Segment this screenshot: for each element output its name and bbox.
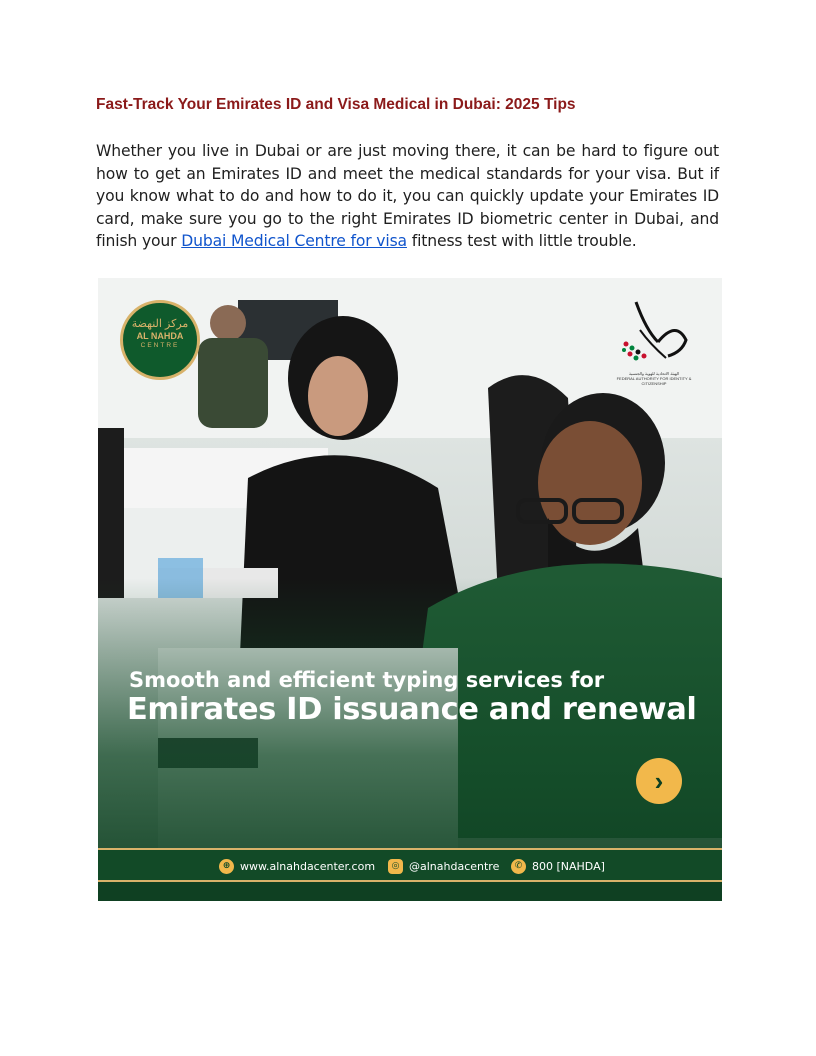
- website-contact[interactable]: [219, 857, 375, 875]
- federal-authority-logo: [616, 300, 692, 386]
- authority-caption-en: FEDERAL AUTHORITY FOR IDENTITY & CITIZENSHIP: [616, 376, 692, 386]
- logo-name: AL NAHDA: [136, 331, 184, 341]
- instagram-contact[interactable]: [388, 857, 499, 875]
- al-nahda-centre-logo: [120, 300, 200, 380]
- authority-caption: [616, 371, 692, 386]
- banner-headline-line1: Smooth and efficient typing services for: [129, 668, 605, 692]
- authority-caption-ar: الهيئة الاتحادية للهوية والجنسية: [628, 371, 680, 376]
- intro-paragraph: [96, 140, 719, 253]
- instagram-icon: ◎: [388, 859, 403, 874]
- banner-headline-line2: Emirates ID issuance and renewal: [127, 692, 697, 727]
- website-text: www.alnahdacenter.com: [240, 859, 376, 873]
- phone-number: 800 [NAHDA]: [532, 859, 605, 873]
- falcon-emblem-icon: [616, 300, 692, 370]
- next-slide-button[interactable]: [636, 758, 682, 804]
- globe-icon: ⊕: [219, 859, 234, 874]
- intro-text-part2: fitness test with little trouble.: [406, 232, 637, 251]
- dubai-medical-centre-link[interactable]: Dubai Medical Centre for visa: [181, 232, 407, 251]
- instagram-handle: @alnahdacentre: [409, 859, 500, 873]
- chevron-right-icon: ›: [654, 766, 664, 796]
- intro-text-part1: Whether you live in Dubai or are just moving there, it can be hard to figure out how to get an Emirates ID and meet the medical standards for your visa. But if you know what to do and how to do it, you can quickly update your Emirates ID card, make sure you go to the right Emirates ID biometric center in Dubai, and finish your: [96, 142, 719, 251]
- phone-icon: ✆: [511, 859, 526, 874]
- logo-arabic-glyph: مركز النهضة: [131, 318, 189, 330]
- page-title: Fast-Track Your Emirates ID and Visa Medical in Dubai: 2025 Tips: [96, 96, 576, 113]
- logo-subname: CENTRE: [140, 342, 180, 349]
- promo-banner-image: [98, 278, 722, 901]
- banner-contact-bar: [98, 848, 722, 882]
- phone-contact[interactable]: [511, 857, 605, 875]
